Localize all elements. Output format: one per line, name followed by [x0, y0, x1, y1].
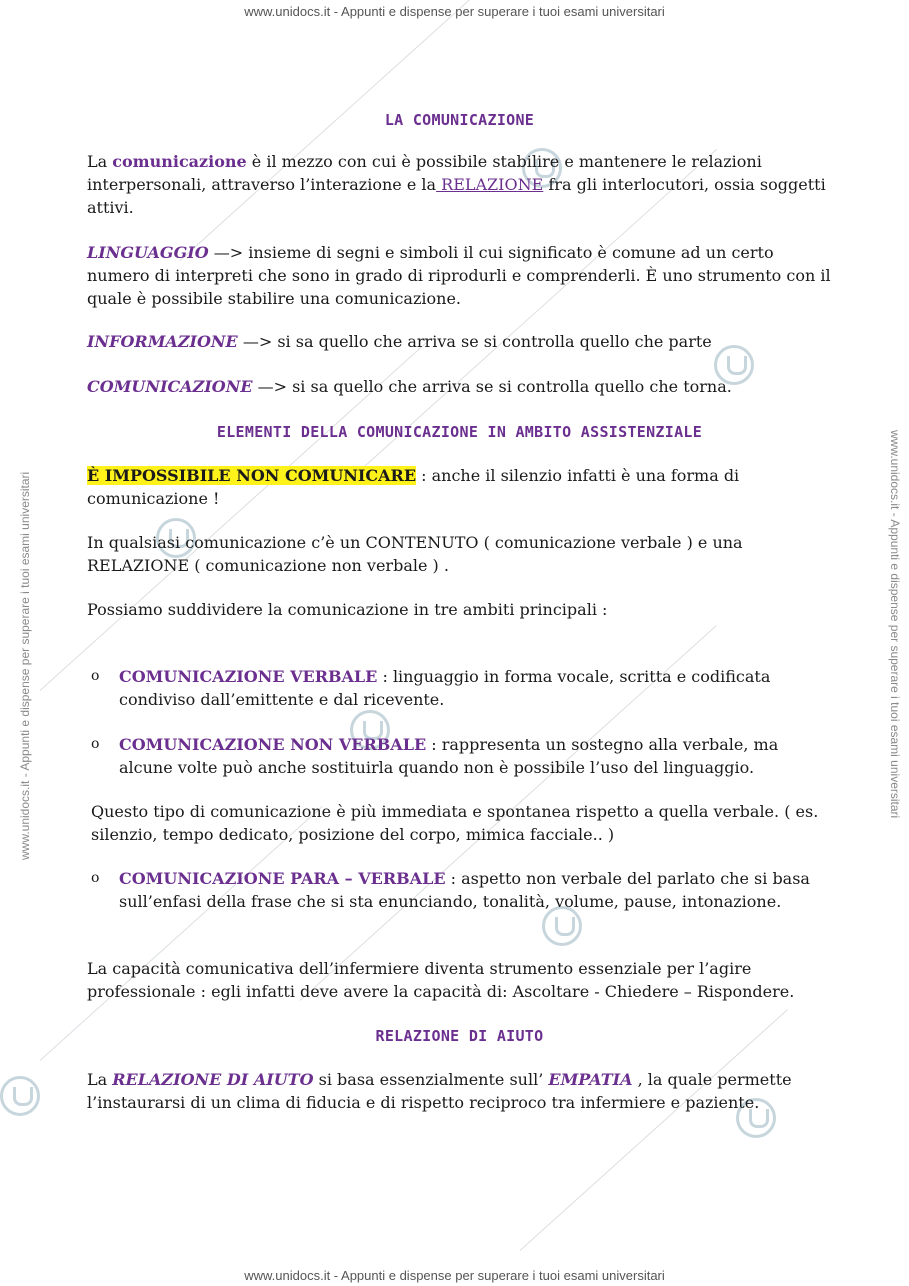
text: —> insieme di segni e simboli il cui significato è comune ad un certo numero di interpreti che sono in grado di riprodurli e comprenderli. È uno strumento con il quale è possibile stabilire una comunicazione. [87, 243, 831, 308]
keyword: COMUNICAZIONE VERBALE [119, 667, 378, 686]
list-item [119, 665, 832, 711]
linguaggio-paragraph [87, 241, 832, 310]
questo-tipo-paragraph: Questo tipo di comunicazione è più immediata e spontanea rispetto a quella verbale. ( es. silenzio, tempo dedicato, posizione del corpo, mimica facciale.. ) [91, 802, 819, 844]
keyword: EMPATIA [548, 1070, 633, 1089]
capacita-paragraph: La capacità comunicativa dell’infermiere diventa strumento essenziale per l’agire professionale : egli infatti deve avere la capacità di: Ascoltare - Chiedere – Rispondere. [87, 959, 795, 1001]
relazione-link[interactable]: RELAZIONE [436, 175, 544, 194]
text: : aspetto non verbale del parlato che si basa sull’enfasi della frase che si sta enunciando, tonalità, volume, pause, intonazione. [119, 869, 810, 911]
watermark-left: www.unidocs.it - Appunti e dispense per superare i tuoi esami universitari [18, 471, 32, 860]
text: —> si sa quello che arriva se si controlla quello che torna. [252, 377, 732, 396]
text: La [87, 1070, 113, 1089]
text: La [87, 152, 113, 171]
impossibile-paragraph [87, 464, 832, 510]
section-heading: ELEMENTI DELLA COMUNICAZIONE IN AMBITO ASSISTENZIALE [216, 423, 703, 441]
keyword: COMUNICAZIONE NON VERBALE [119, 735, 427, 754]
text: , la quale permette l’instaurarsi di un clima di fiducia e di rispetto reciproco tra infermiere e paziente. [87, 1070, 792, 1112]
keyword: comunicazione [112, 152, 247, 171]
list-item [119, 867, 832, 913]
keyword: LINGUAGGIO [87, 243, 209, 262]
section-heading: RELAZIONE DI AIUTO [375, 1027, 544, 1045]
ambiti-paragraph: Possiamo suddividere la comunicazione in tre ambiti principali : [87, 600, 608, 619]
watermark-bottom: www.unidocs.it - Appunti e dispense per superare i tuoi esami universitari [244, 1268, 665, 1283]
text: si basa essenzialmente sull’ [313, 1070, 549, 1089]
watermark-top: www.unidocs.it - Appunti e dispense per superare i tuoi esami universitari [244, 4, 665, 19]
watermark-right: www.unidocs.it - Appunti e dispense per superare i tuoi esami universitari [888, 430, 902, 819]
text: fra gli interlocutori, ossia soggetti attivi. [87, 175, 826, 217]
keyword: COMUNICAZIONE PARA – VERBALE [119, 869, 446, 888]
comunicazione-paragraph [87, 375, 832, 398]
keyword: INFORMAZIONE [87, 332, 238, 351]
text: : anche il silenzio infatti è una forma di comunicazione ! [87, 466, 740, 508]
unidocs-logo-icon [0, 1076, 40, 1116]
text: è il mezzo con cui è possibile stabilire e mantenere le relazioni interpersonali, attraverso l’interazione e la [87, 152, 762, 194]
bullet-marker: o [91, 870, 100, 886]
page-title: LA COMUNICAZIONE [384, 111, 535, 129]
text: : rappresenta un sostegno alla verbale, ma alcune volte può anche sostituirla quando non è possibile l’uso del linguaggio. [119, 735, 779, 777]
bullet-marker: o [91, 668, 100, 684]
relazione-aiuto-paragraph [87, 1068, 832, 1114]
keyword: COMUNICAZIONE [87, 377, 253, 396]
text: : linguaggio in forma vocale, scritta e codificata condiviso dall’emittente e dal ricevente. [119, 667, 771, 709]
highlighted-text: È IMPOSSIBILE NON COMUNICARE [87, 466, 417, 485]
text: —> si sa quello che arriva se si controlla quello che parte [237, 332, 712, 351]
keyword: RELAZIONE DI AIUTO [112, 1070, 314, 1089]
list-item [119, 733, 832, 779]
informazione-paragraph [87, 330, 832, 353]
bullet-marker: o [91, 736, 100, 752]
intro-paragraph [87, 150, 832, 219]
contenuto-paragraph: In qualsiasi comunicazione c’è un CONTENUTO ( comunicazione verbale ) e una RELAZIONE ( comunicazione non verbale ) . [87, 533, 743, 575]
